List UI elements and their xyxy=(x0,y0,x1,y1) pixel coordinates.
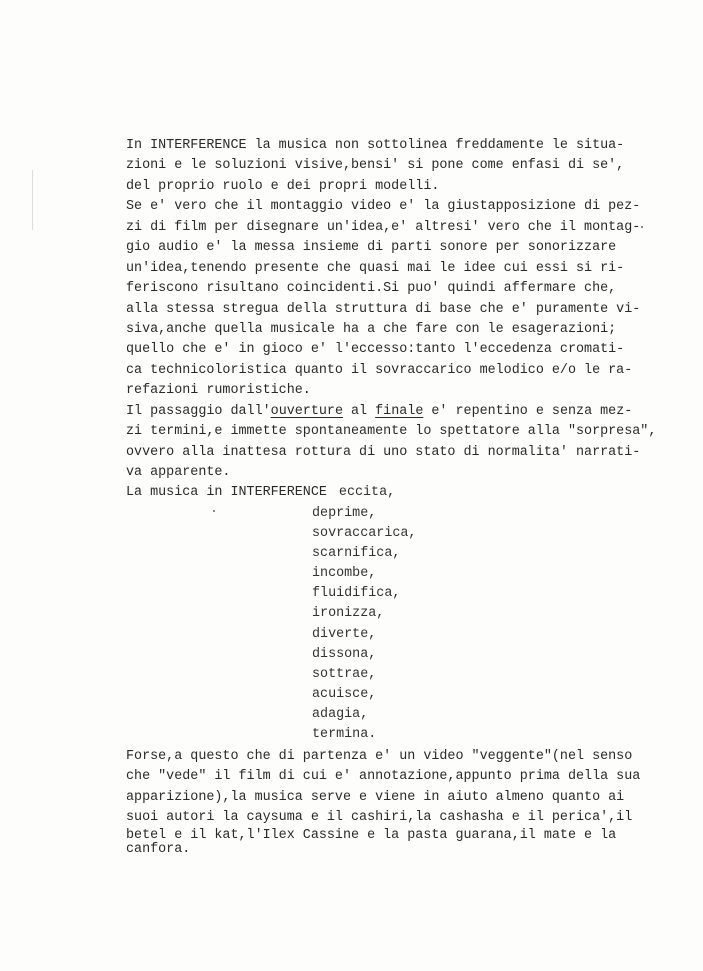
list-item: acuisce, xyxy=(312,686,377,702)
text-line: zioni e le soluzioni visive,bensi' si pone come enfasi di se', xyxy=(126,158,625,174)
list-item: incombe, xyxy=(312,566,377,582)
list-intro-line xyxy=(126,483,656,503)
text-line: betel e il kat,l'Ilex Cassine e la pasta guarana,il mate e la xyxy=(126,827,617,843)
list-item: adagia, xyxy=(312,706,369,722)
list-item: scarnifica, xyxy=(312,546,401,562)
underlined-word: ouverture xyxy=(270,403,343,419)
text-line: refazioni rumoristiche. xyxy=(126,383,311,399)
closing-paragraph xyxy=(126,747,640,858)
text-line: Forse,a questo che di partenza e' un video "veggente"(nel senso xyxy=(126,749,633,764)
list-item: dissona, xyxy=(312,646,377,662)
list-item: sottrae, xyxy=(312,666,377,682)
scan-margin-mark xyxy=(32,170,33,230)
text-line: zi termini,e immette spontaneamente lo spettatore alla "sorpresa", xyxy=(126,424,657,440)
list-item: termina. xyxy=(312,727,377,743)
list-item: fluidifica, xyxy=(312,586,401,602)
text-line: ovvero alla inattesa rottura di uno stato di normalita' narrati- xyxy=(126,444,641,460)
text-line: che "vede" il film di cui e' annotazione,appunto prima della sua xyxy=(126,769,641,785)
text-line: Se e' vero che il montaggio video e' la giustapposizione di pez- xyxy=(126,199,641,215)
text-segment: al xyxy=(342,403,376,419)
text-line: ca technicoloristica quanto il sovraccarico melodico e/o le ra- xyxy=(126,362,633,378)
text-line: del proprio ruolo e dei propri modelli. xyxy=(126,178,440,194)
underlined-word: finale xyxy=(375,403,424,419)
list-item: eccita, xyxy=(338,485,396,501)
document-body xyxy=(126,136,656,504)
text-line: un'idea,tenendo presente che quasi mai le idee cui essi si ri- xyxy=(126,260,625,276)
text-line: alla stessa stregua della struttura di base che e' puramente vi- xyxy=(126,301,641,317)
text-line: feriscono risultano coincidenti.Si puo' quindi affermare che, xyxy=(126,281,617,297)
verb-list xyxy=(312,504,416,745)
text-line: gio audio e' la messa insieme di parti sonore per sonorizzare xyxy=(126,240,617,256)
text-line: canfora. xyxy=(126,842,191,858)
scan-speck xyxy=(213,510,215,512)
text-line: quello che e' in gioco e' l'eccesso:tanto l'eccedenza cromati- xyxy=(126,342,625,358)
text-line: va apparente. xyxy=(126,465,231,480)
text-line: suoi autori la caysuma e il cashiri,la cashasha e il perica',il xyxy=(126,810,633,826)
text-line: apparizione),la musica serve e viene in aiuto almeno quanto ai xyxy=(126,789,625,805)
text-line: zi di film per disegnare un'idea,e' altresi' vero che il montag- xyxy=(126,219,641,235)
list-item: ironizza, xyxy=(312,606,385,622)
text-line: In INTERFERENCE la musica non sottolinea freddamente le situa- xyxy=(126,138,625,153)
list-intro: La musica in INTERFERENCE xyxy=(126,485,327,501)
text-line: siva,anche quella musicale ha a che fare con le esagerazioni; xyxy=(126,321,617,337)
list-item: diverte, xyxy=(312,626,377,642)
text-segment: Il passaggio dall' xyxy=(126,403,271,419)
list-item: deprime, xyxy=(312,506,377,521)
list-item: sovraccarica, xyxy=(312,526,417,542)
text-segment: e' repentino e senza mez- xyxy=(423,403,633,419)
text-line xyxy=(126,402,656,422)
